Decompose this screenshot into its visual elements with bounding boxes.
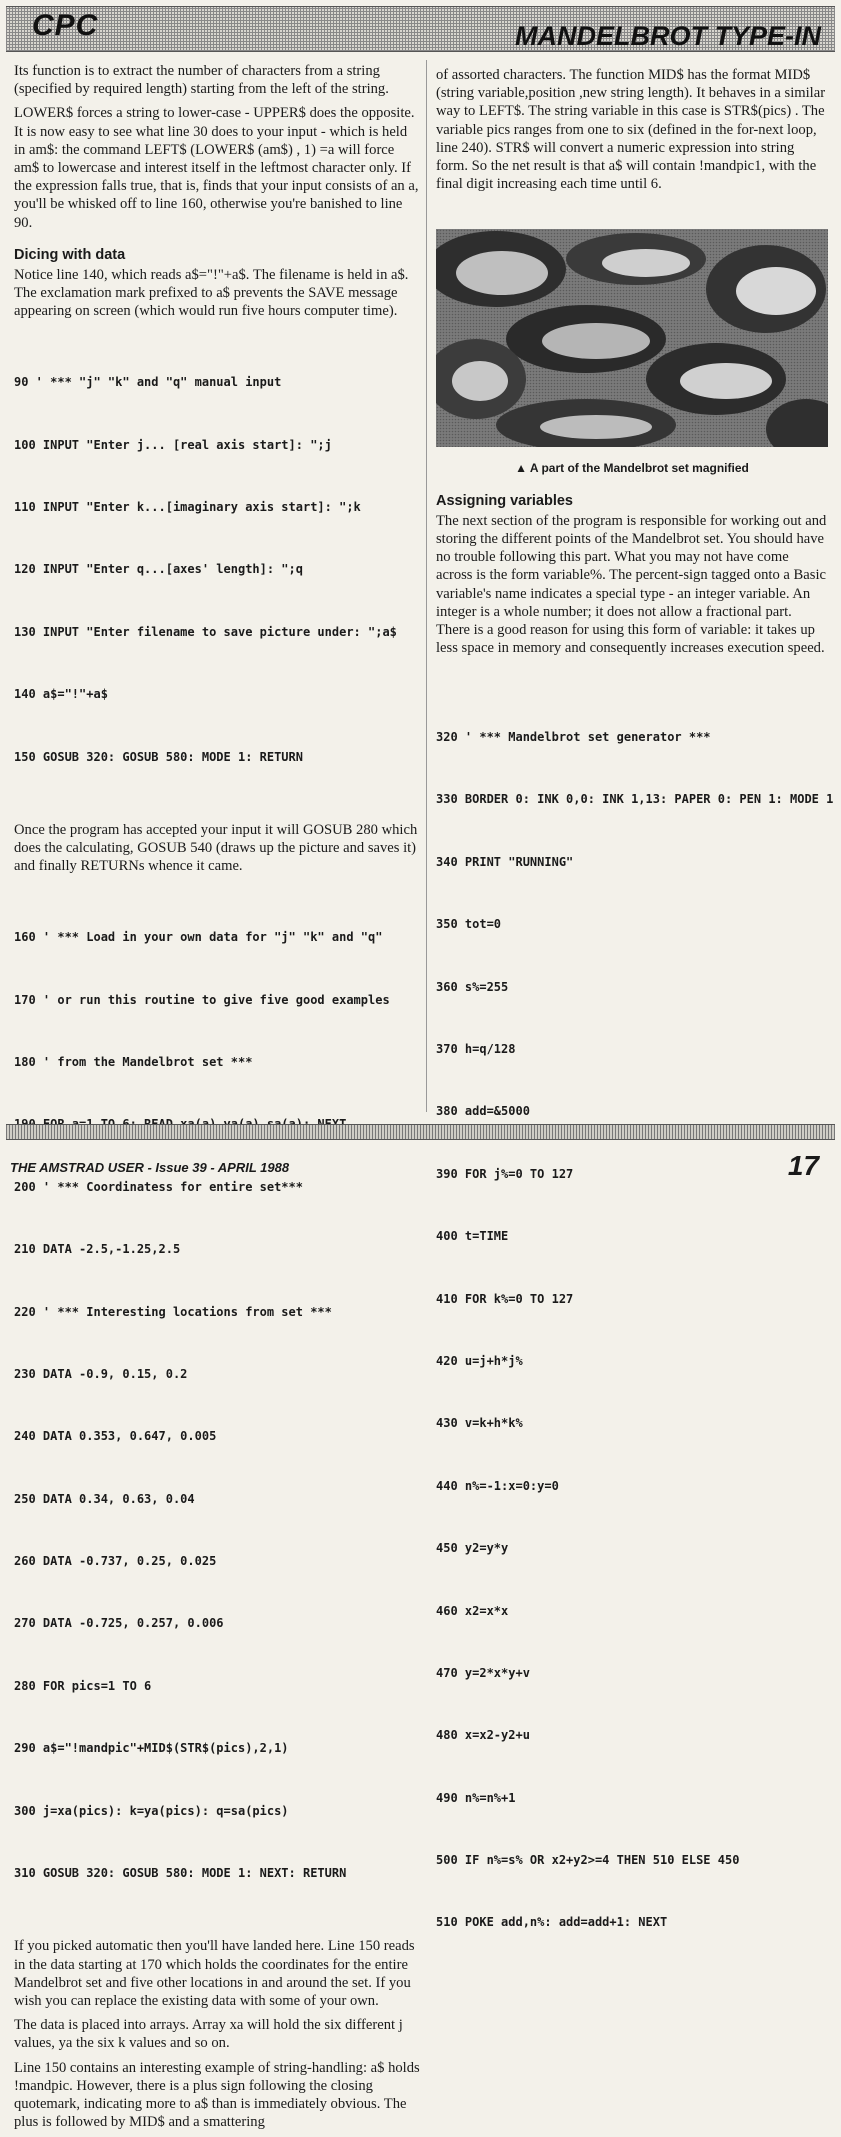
code-line: 280 FOR pics=1 TO 6	[14, 1678, 152, 1693]
code-line: 510 POKE add,n%: add=add+1: NEXT	[436, 1915, 668, 1930]
code-line: 360 s%=255	[436, 979, 509, 994]
code-line: 440 n%=-1:x=0:y=0	[436, 1478, 559, 1493]
paragraph: Notice line 140, which reads a$="!"+a$. The filename is held in a$. The exclamation mark prefixed to a$ prevents the SAVE message appearing on screen (which would run five hours computer time).	[14, 267, 409, 320]
paragraph: LOWER$ forces a string to lower-case - UPPER$ does the opposite. It is now easy to see what line 30 does to your input - which is held in am$: the command LEFT$ (LOWER$ (am$) , 1) =a will force am$ to lowercase and interest itself in the leftmost character only. If the expression falls true, that is, finds that your input consists of an a, you'll be whisked off to line 160, otherwise you're banished to line 90.	[14, 105, 419, 231]
code-line: 480 x=x2-y2+u	[436, 1728, 530, 1743]
mandelbrot-picture	[436, 229, 828, 447]
code-line: 430 v=k+h*k%	[436, 1416, 523, 1431]
publication-info: THE AMSTRAD USER - Issue 39 - APRIL 1988	[10, 1160, 290, 1175]
code-line: 200 ' *** Coordinatess for entire set***	[14, 1179, 303, 1194]
code-line: 110 INPUT "Enter k...[imaginary axis start]: ";k	[14, 500, 361, 515]
code-line: 290 a$="!mandpic"+MID$(STR$(pics),2,1)	[14, 1741, 289, 1756]
code-line: 180 ' from the Mandelbrot set ***	[14, 1054, 253, 1069]
page-title: MANDELBROT TYPE-IN	[515, 21, 821, 51]
code-line: 160 ' *** Load in your own data for "j" "k" and "q"	[14, 930, 383, 945]
code-line: 210 DATA -2.5,-1.25,2.5	[14, 1242, 181, 1257]
section-label: CPC	[32, 9, 99, 42]
figure-caption: ▲ A part of the Mandelbrot set magnified	[515, 461, 749, 476]
code-line: 420 u=j+h*j%	[436, 1353, 523, 1368]
paragraph: The next section of the program is responsible for working out and storing the different points of the Mandelbrot set. You should have no trouble following this part. What you may not have come across is the form variable%. The percent-sign tagged onto a Basic variable's name indicates a special type - an integer variable. An integer is a whole number; it does not allow a fractional part. There is a good reason for using this form of variable: it takes up less space in memory and consequently increases execution speed.	[436, 512, 827, 657]
code-line: 220 ' *** Interesting locations from set ***	[14, 1304, 332, 1319]
code-line: 380 add=&5000	[436, 1104, 530, 1119]
subheading: Dicing with data	[14, 246, 126, 263]
code-line: 330 BORDER 0: INK 0,0: INK 1,13: PAPER 0: PEN 1: MODE 1	[436, 792, 834, 807]
code-line: 100 INPUT "Enter j... [real axis start]: ";j	[14, 437, 332, 452]
code-listing	[436, 685, 834, 1974]
code-line: 390 FOR j%=0 TO 127	[436, 1166, 574, 1181]
column-divider	[426, 60, 427, 1112]
paragraph: Its function is to extract the number of characters from a string (specified by required length) starting from the left of the string.	[14, 63, 389, 98]
code-listing	[14, 886, 420, 1926]
code-line: 310 GOSUB 320: GOSUB 580: MODE 1: NEXT: RETURN	[14, 1866, 347, 1881]
mandelbrot-image	[436, 229, 828, 447]
code-line: 240 DATA 0.353, 0.647, 0.005	[14, 1429, 217, 1444]
code-line: 320 ' *** Mandelbrot set generator ***	[436, 730, 711, 745]
page-number: 17	[787, 1150, 819, 1181]
code-line: 90 ' *** "j" "k" and "q" manual input	[14, 375, 282, 390]
code-line: 130 INPUT "Enter filename to save picture under: ";a$	[14, 624, 397, 639]
subheading: Assigning variables	[436, 492, 573, 509]
code-line: 260 DATA -0.737, 0.25, 0.025	[14, 1554, 217, 1569]
code-line: 140 a$="!"+a$	[14, 687, 108, 702]
code-line: 370 h=q/128	[436, 1042, 516, 1056]
paragraph: The data is placed into arrays. Array xa will hold the six different j values, ya the six k values and so on.	[14, 2017, 403, 2052]
code-line: 170 ' or run this routine to give five good examples	[14, 992, 390, 1007]
paragraph: If you picked automatic then you'll have landed here. Line 150 reads in the data starting at 170 which holds the coordinates for the entire Mandelbrot set and five other locations in and around the set. If you wish you can replace the existing data with some of your own.	[14, 1938, 415, 2010]
code-line: 250 DATA 0.34, 0.63, 0.04	[14, 1491, 195, 1506]
code-line: 350 tot=0	[436, 917, 502, 932]
code-line: 450 y2=y*y	[436, 1541, 509, 1556]
paragraph: of assorted characters. The function MID$ has the format MID$ (string variable,position ,new string length). It behaves in a similar way to LEFT$. The string variable in this case is STR$(pics) . The variable pics ranges from one to six (defined in the for-next loop, line 240). STR$ will convert a numeric expression into string form. So the net result is that a$ will contain !mandpic1, with the final digit increasing each time until 6.	[436, 67, 826, 193]
footer-bar	[6, 1124, 835, 1140]
code-line: 120 INPUT "Enter q...[axes' length]: ";q	[14, 562, 303, 577]
paragraph: Once the program has accepted your input it will GOSUB 280 which does the calculating, GOSUB 540 (draws up the picture and saves it) and finally RETURNs whence it came.	[14, 821, 418, 875]
code-line: 230 DATA -0.9, 0.15, 0.2	[14, 1366, 188, 1381]
code-line: 150 GOSUB 320: GOSUB 580: MODE 1: RETURN	[14, 749, 303, 764]
paragraph: Line 150 contains an interesting example of string-handling: a$ holds !mandpic. However, there is a plus sign following the closing quotemark, indicating more to a$ than is immediately obvious. The plus is followed by MID$ and a smattering	[14, 2059, 420, 2131]
code-line: 270 DATA -0.725, 0.257, 0.006	[14, 1616, 224, 1631]
right-column	[436, 66, 834, 1987]
left-column	[14, 62, 420, 2137]
header-bar	[6, 6, 835, 52]
code-listing	[14, 331, 420, 809]
code-line: 460 x2=x*x	[436, 1603, 509, 1618]
code-line: 300 j=xa(pics): k=ya(pics): q=sa(pics)	[14, 1803, 289, 1818]
code-line: 500 IF n%=s% OR x2+y2>=4 THEN 510 ELSE 450	[436, 1853, 740, 1868]
code-line: 410 FOR k%=0 TO 127	[436, 1291, 574, 1306]
code-line: 340 PRINT "RUNNING"	[436, 854, 574, 869]
code-line: 400 t=TIME	[436, 1229, 509, 1244]
code-line: 490 n%=n%+1	[436, 1790, 516, 1805]
code-line: 470 y=2*x*y+v	[436, 1665, 530, 1680]
